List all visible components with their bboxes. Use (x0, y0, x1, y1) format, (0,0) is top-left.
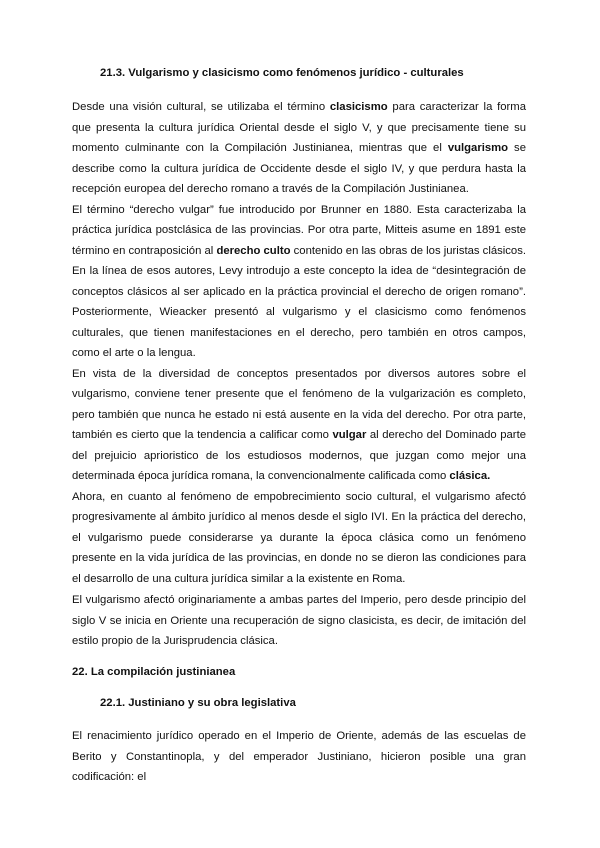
section-heading-22: 22. La compilación justinianea (72, 666, 236, 678)
section-heading-22-1: 22.1. Justiniano y su obra legislativa (100, 697, 296, 709)
section-21-3-closing (72, 590, 526, 652)
section-heading-21-3: 21.3. Vulgarismo y clasicismo como fenómenos jurídico - culturales (100, 67, 464, 79)
term-clasicismo: clasicismo (329, 101, 388, 113)
paragraph-imperio: El vulgarismo afectó originariamente a ambas partes del Imperio, pero desde principio del siglo V se inicia en Oriente una recuperación de signo clasicista, es decir, de imitación del estilo propio de la Jurisprudencia clásica. (72, 594, 526, 647)
paragraph-empobrecimiento: Ahora, en cuanto al fenómeno de empobrecimiento socio cultural, el vulgarismo afectó progresivamente al ámbito jurídico al menos desde el siglo IVI. En la práctica del derecho, el vulgarismo puede considerarse ya durante la época clásica como un fenómeno presente en la vida jurídica de las provincias, en donde no se dieron las condiciones para el desarrollo de una cultura jurídica similar a la existente en Roma. (72, 490, 526, 585)
term-clasica: clásica. (449, 470, 491, 482)
paragraph-clasicismo: Desde una visión cultural, se utilizaba el término clasicismo para caracterizar la forma que presenta la cultura jurídica Oriental desde el siglo V, y que precisamente tiene su momento culminante con la Compilación Justinianea, mientras que el vulgarismo se describe como la cultura jurídica de Occidente desde el siglo IV, y que perdura hasta la recepción europea del derecho romano a través de la Compilación Justinianea. (72, 101, 526, 195)
paragraph-derecho-vulgar: El término “derecho vulgar” fue introducido por Brunner en 1880. Esta caracterizaba la práctica jurídica postclásica de las provincias. Por otra parte, Mitteis asume en 1891 este término en contraposición al derecho culto contenido en las obras de los juristas clásicos. En la línea de esos autores, Levy introdujo a este concepto la idea de “desintegración de conceptos clásicos al ser aplicado en la práctica provincial el derecho de origen romano”. Posteriormente, Wieacker presentó al vulgarismo y el clasicismo como fenómenos culturales, que tienen manifestaciones en el derecho, pero también en otros campos, como el arte o la lengua. (72, 203, 526, 359)
section-21-3-body (72, 97, 526, 589)
term-vulgarismo: vulgarismo (447, 142, 509, 154)
term-vulgar: vulgar (332, 429, 367, 441)
paragraph-diversidad: En vista de la diversidad de conceptos presentados por diversos autores sobre el vulgarismo, conviene tener presente que el fenómeno de la vulgarización es completo, pero también que nunca he estado ni está ausente en la vida del derecho. Por otra parte, también es cierto que la tendencia a calificar como vulgar al derecho del Dominado parte del prejuicio aprioristico de los estudiosos modernos, que juzgan como mejor una determinada época jurídica romana, la convencionalmente calificada como clásica. (72, 367, 526, 482)
term-derecho-culto: derecho culto (216, 244, 291, 257)
paragraph-renacimiento: El renacimiento jurídico operado en el Imperio de Oriente, además de las escuelas de Berito y Constantinopla, y del emperador Justiniano, hicieron posible una gran codificación: el (72, 730, 526, 783)
section-22-1-body (72, 726, 526, 788)
